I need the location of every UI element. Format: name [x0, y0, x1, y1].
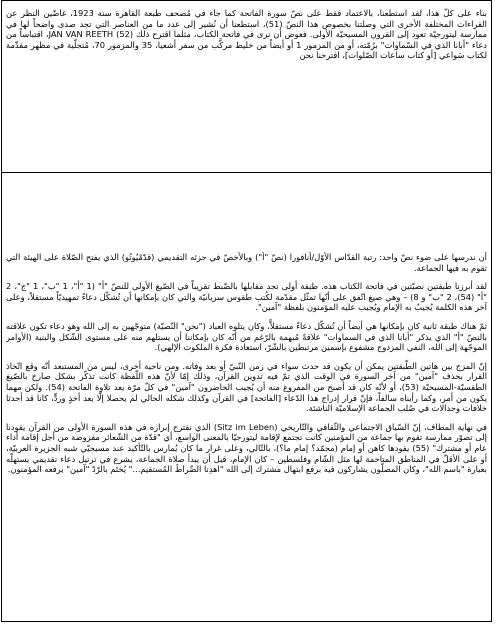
paragraph: أن ندرسها على ضوء نصّ واحد: رتبة القدّاس الأوّل/أنافورا (نصّ "أ") وبالأخصّ في جزئه التقديمي (قدّمْيُوتُو) الذي يفتح الصّلاة على الهيئة التي تقوم به فيها الجماعة.	[6, 252, 487, 273]
page-bottom-text	[6, 252, 487, 618]
page-top-text	[6, 8, 487, 108]
paragraph: لقد أبرزنا طبقتين نصيّتين في فاتحة الكتاب هذه. طبقة أولى تجد مقابلها بالضّبط تقريباً في الصّيغ الأولى للنصّ "أ" (1 "أ"، 1 "ب"، 1 "ج"، 2 "أ" (54)، 2 "ب" و 8) – وهي صيغ اتّفق على أنّها تمثّل مقدّمة لكُتب طقوس سريانيّة والتي كان بإمكانها أن تُشكّل دعاءً تمهيديّاً مستقلاً، وعلى آخر هذه الكلمة يُجيبُ به الإمام ويُجيب عليه المؤمنون بلفظة "آمين".	[6, 281, 487, 313]
paragraph: بناء على كلّ هذا، لقد استطعنا، بالاعتماد فقط على نصّ سورة الفاتحة كما جاء في مُصحف طبعة القاهرة سنة 1923، غاضّين النظر عن القراءات المختلفة الأخرى التي وصلتنا بخصوص هذا النصّ (51)، استطعنا أن نُشير إلى عدد ما من العناصر التي تجد صدى واضحاً لها في ممارسة ليتورجيّة تعود إلى القرون المسيحيّة الأولى. فعوض أن نرى في فاتحة الكتاب، مثلما اقترح ذلك (52) JAN VAN REETH، اقتباساً من دعاء "أبانا الذي في السّماوات" برُمّته، أو من المزمور 1 أو أيضاً من خليط مركَّب من سفر أشعيا، 35 والمزمور 70، مُتجلّية في مظهر مقدِّمة لكتاب سَواعي [أو كتاب ساعات الصّلوات]، اقترحنا نحن	[6, 8, 487, 61]
paragraph: إنّ المزج بين هاتين الطّبقتين يمكن أن يكون قد حدث سواء في زمن النّبيّ أو بعد وفاته. ومن ناحية أخرى، ليس من المستبعد أنّه وقع اتّخاذ القرار بحذف "آمين" من آخر السورة في الوقت الذي تمّ فيه تدوين القرآن، وذلك إمّا لأنّ هذه اللّفظة كانت تذكّر بشكل صارخ بالصّيغ الطقسيّة-المسيحيّة (53)، أو لأنّه كان قد أصبح من المفروغ منه أن يُجيب الحاضرون "آمين" في كلّ مرّة يعد تلاوة الفاتحة (54). ولكن مهما يكون من أمر، وكما رأيناه سالفاً، فإنّ قرار إدراج هذا الدّعاء [الفاتحة] في القرآن وكذلك شكله الحالي لم يحصلا إلّا بعد أخذٍ وردٍّ، كانا قد أحدثا خلافات وجدالات في صُلب الجماعة الإسلاميّة الناشئة.	[6, 360, 487, 414]
page-separator	[1, 172, 492, 173]
paragraph: ثمّ هناك طبقة ثانية كان بإمكانها هي أيضاً أن تُشكّل دعاءً مستقلاًّ، وكان يتلوه العباد ("نحن" النّصيّة) متوجّهين به إلى الله وهو دعاء تكون علاقته بالنصّ "أ" الذي يذكر "أبانا الذي في السماوات" علاقةً مُبهمة بالرّغم من أنّه كان بإمكاننا أن يستلهم منه على مستوى الشّكل والبنية (الأوامر الموجّهة إلى الله، النفي المزدوج مشفوع بإسمين مرتبطين بالشّرّ، استعادة فكرة الملكوت الإلهي).	[6, 320, 487, 353]
paragraph: في نهاية المطاف، إنّ السّياق الاجتماعي والثّقافي والتّاريخي (Sitz im Leben) الذي نقترح إبرازه في هذه السورة الأولى من القرآن يقودنا إلى تصوّر ممارسة تقوم بها جماعة من المؤمنين كانت تجتمع لإقامة ليتورجيّا بالمعنى الواسع، أي "قدّة من الشّعائر مفروضة من أجل إقامة أداء عام أو مشترك" (55) يقودها كاهن أو إمام (محمّد؟ إمام ما؟)، بالتّالي، وعلى غرار ما كان يُمارس بالتّأكيد عند مسيحيّي شبه الجزيرة العربيّة، أو على الأقلّ في المناطق المتاخمة لها مثل الشّام وفلسطين – كان الإمام، قبل أن يبدأ صلاة الجماعة، يشرع في ترتيل دعاء تقديمي يستهلّه بعبارة "باسم الله"، وكان المصلّون يشاركون فيه برفع ابتهال مشترك إلى الله "اهدِنا الصِّراطَ المُستقيم..." يُختَم بالرّدّ "آمين" يرفعه المؤمنون.	[6, 421, 487, 475]
